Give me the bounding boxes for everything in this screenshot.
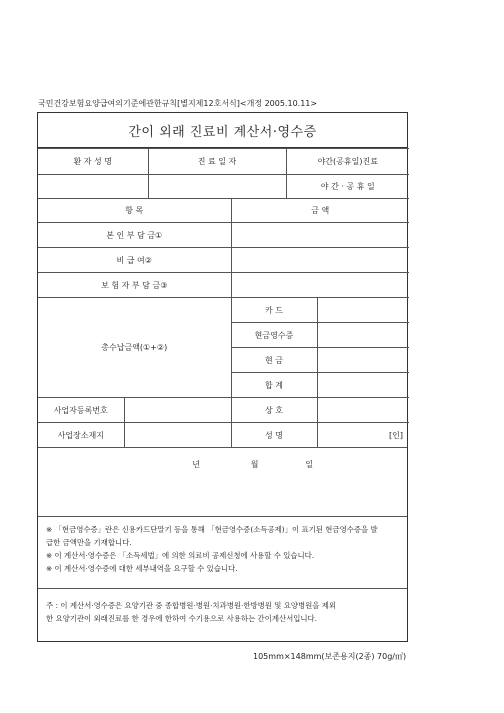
treatment-date-field[interactable] [148,175,286,199]
non-covered-amount-field[interactable] [231,248,409,273]
day-label: 일 [305,459,314,469]
remark-line: 한 요양기관이 외래진료를 한 경우에 한하여 수기용으로 사용하는 간이계산서입니다. [46,614,318,623]
form-title: 간이 외래 진료비 계산서·영수증 [38,113,407,148]
month-label: 월 [250,459,259,469]
receipt-form [37,112,408,642]
cash-receipt-amount-field[interactable] [317,323,409,348]
patient-name-field[interactable] [38,175,148,199]
insurer-pay-amount-field[interactable] [231,273,409,298]
amount-table [38,198,409,398]
non-covered-label: 비 급 여② [38,248,231,273]
sum-label: 합 계 [231,373,317,398]
note-line: ※ 「현금영수증」란은 신용카드단말기 등을 통해 「현금영수증(소득공제)」이 표기된 현금영수증을 발 [46,525,378,534]
item-header: 항 목 [38,199,231,223]
date-table [38,447,407,481]
self-pay-amount-field[interactable] [231,223,409,248]
note-line: 급한 금액만을 기재합니다. [46,538,132,547]
insurer-pay-label: 보 험 자 부 담 금③ [38,273,231,298]
cash-label: 현 금 [231,348,317,373]
form-header-note: 국민건강보험요양급여의기준에관한규칙[별지제12호서식]<개정 2005.10.11> [38,99,318,108]
amount-header: 금 액 [231,199,409,223]
patient-info-table [38,148,409,199]
night-holiday-sub-label: 야 간 · 공 휴 일 [286,175,409,199]
sum-amount-field[interactable] [317,373,409,398]
trade-name-field[interactable] [317,398,409,423]
paper-size-note: 105mm×148mm(보존용지(2종) 70g/㎡) [253,652,407,661]
card-amount-field[interactable] [317,298,409,323]
cash-amount-field[interactable] [317,348,409,373]
remark-section [38,595,407,629]
total-received-label: 총수납금액(①+②) [38,298,231,398]
notes-section [38,516,407,589]
self-pay-label: 본 인 부 담 금① [38,223,231,248]
note-line: ※ 이 계산서·영수증에 대한 세부내역을 요구할 수 있습니다. [46,564,238,573]
treatment-date-label: 진 료 일 자 [148,149,286,175]
remark-line: 주 : 이 계산서·영수증은 요양기관 중 종합병원·병원·치과병원·한방병원 및 요양병원을 제외 [46,601,337,610]
trade-name-label: 상 호 [231,398,317,423]
card-label: 카 드 [231,298,317,323]
business-info-table [38,397,409,448]
seal-mark[interactable]: [인] [317,423,409,448]
business-reg-no-field[interactable] [124,398,231,423]
cash-receipt-label: 현금영수증 [231,323,317,348]
night-holiday-label: 야간(공휴일)진료 [286,149,409,175]
sign-name-label: 성 명 [231,423,317,448]
business-address-field[interactable] [124,423,231,448]
patient-name-label: 환 자 성 명 [38,149,148,175]
date-line [38,448,407,481]
note-line: ※ 이 계산서·영수증은 「소득세법」에 의한 의료비 공제신청에 사용할 수 있습니다. [46,551,315,560]
business-reg-no-label: 사업자등록번호 [38,398,124,423]
year-label: 년 [192,459,200,469]
business-address-label: 사업장소재지 [38,423,124,448]
